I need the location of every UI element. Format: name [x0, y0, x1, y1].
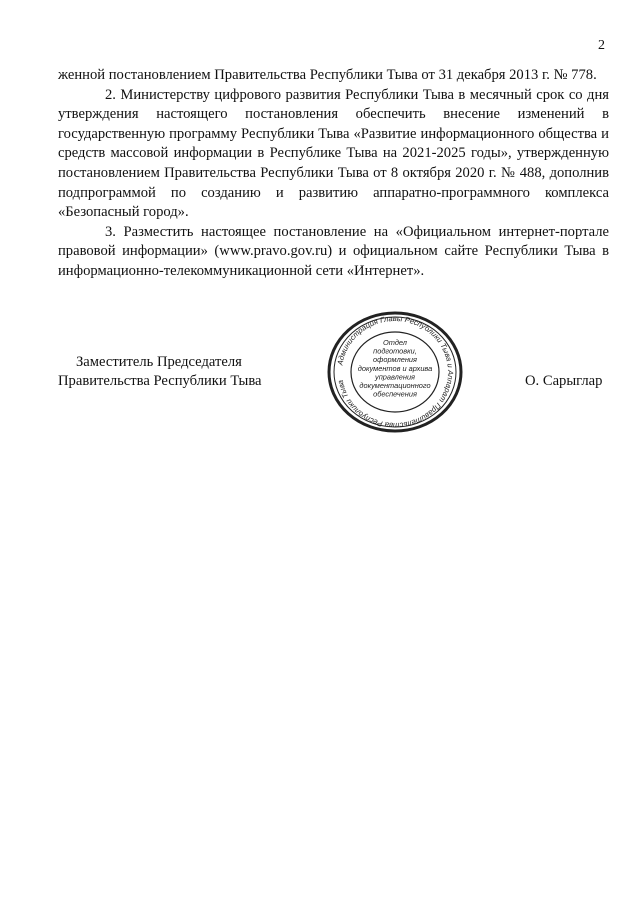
signer-title-line-1: Заместитель Председателя — [76, 354, 242, 370]
svg-text:Отдел: Отдел — [383, 338, 407, 347]
svg-text:обеспечения: обеспечения — [373, 389, 417, 399]
signer-title-line-2: Правительства Республики Тыва — [58, 373, 262, 389]
svg-text:оформления: оформления — [373, 355, 417, 365]
paragraph-continuation: женной постановлением Правительства Республики Тыва от 31 декабря 2013 г. № 778. — [58, 67, 597, 83]
signer-title — [58, 353, 262, 391]
page-number: 2 — [598, 38, 605, 53]
svg-text:Администрация Главы Республики: Администрация Главы Республики Тыва и Аппарат Правительства Республики Тыва — [335, 313, 456, 431]
svg-text:документационного: документационного — [359, 381, 431, 390]
document-body — [58, 66, 609, 282]
paragraph-item-2: 2. Министерству цифрового развития Республики Тыва в месячный срок со дня утверждения настоящего постановления обеспечить внесение изменений в государственную программу Республики Тыва «Развитие информационного общества и средств массовой информации в Республике Тыва на 2021-2025 годы», утвержденную постановлением Правительства Республики Тыва от 8 октября 2020 г. № 488, дополнив подпрограммой по созданию и развитию аппаратно-программного комплекса «Безопасный город». — [58, 86, 609, 221]
official-seal-icon — [326, 310, 464, 434]
paragraph-item-3: 3. Разместить настоящее постановление на «Официальном интернет-портале правовой информации» (www.pravo.gov.ru) и официальном сайте Республики Тыва в информационно-телекоммуникационной сети «Интернет». — [58, 223, 609, 279]
signer-name: О. Сарыглар — [525, 373, 603, 389]
signature-block — [0, 353, 640, 393]
svg-text:управления: управления — [375, 372, 415, 382]
svg-text:документов и архива: документов и архива — [357, 363, 433, 373]
svg-text:подготовки,: подготовки, — [373, 346, 417, 356]
